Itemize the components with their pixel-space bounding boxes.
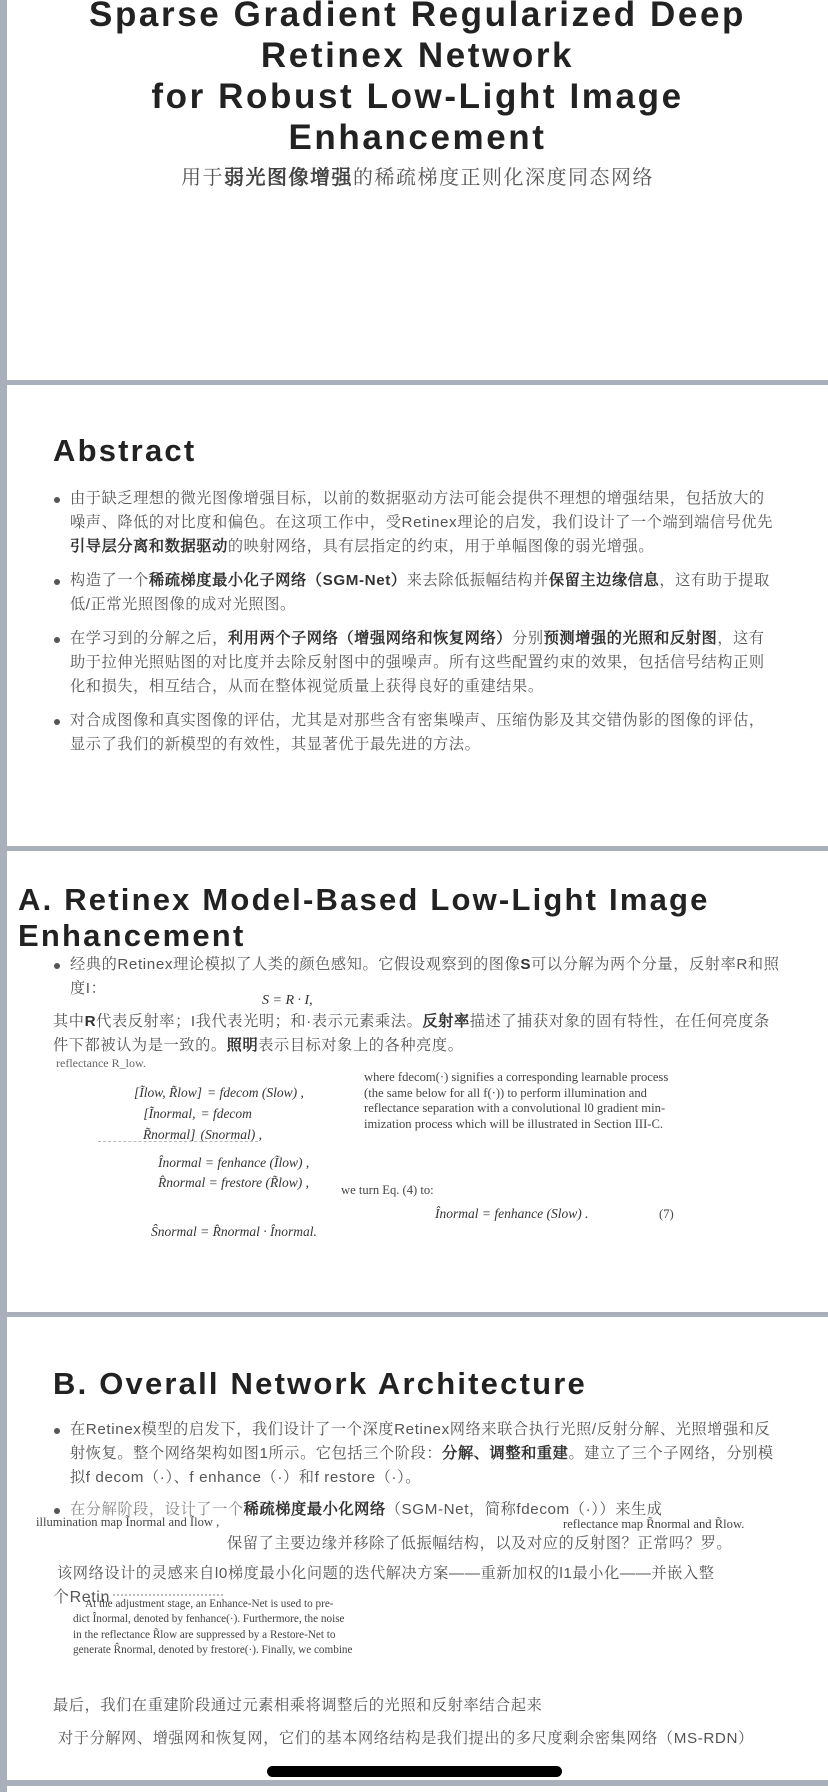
cut-snippet-line <box>98 1141 258 1142</box>
left-border <box>0 0 7 1792</box>
title-line: Enhancement <box>288 118 547 157</box>
slide-divider <box>7 1780 828 1786</box>
home-indicator[interactable] <box>267 1766 562 1777</box>
subtitle-text: 用于 <box>181 167 224 189</box>
retinex-cut-text: 个Retin <box>53 1589 110 1606</box>
illumination-map-snippet: illumination map Ĩnormal and Ĩlow , <box>36 1515 220 1529</box>
abstract-bullet: 对合成图像和真实图像的评估，尤其是对那些含有密集噪声、压缩伪影及其交错伪影的图像的评估，显示了我们的新模型的有效性，其显著优于最先进的方法。 <box>52 709 780 757</box>
heading-line: Enhancement <box>18 918 246 953</box>
abstract-bullet: 由于缺乏理想的微光图像增强目标，以前的数据驱动方法可能会提供不理想的增强结果，包括放大的噪声、降低的对比度和偏色。在这项工作中，受Retinex理论的启发，我们设计了一个端到端信号优先引导层分离和数据驱动的映射网络，具有层指定的约束，用于单幅图像的弱光增强。 <box>52 487 780 559</box>
abstract-heading: Abstract <box>53 433 197 468</box>
abstract-bullet: 在学习到的分解之后，利用两个子网络（增强网络和恢复网络）分别预测增强的光照和反射图，这有助于拉伸光照贴图的对比度并去除反射图中的强噪声。所有这些配置约束的效果，包括信号结构正则化和损失，相互结合，从而在整体视觉质量上获得良好的重建结果。 <box>52 627 780 699</box>
heading-line: A. Retinex Model-Based Low-Light Image <box>18 882 710 917</box>
section-a-bullets <box>52 953 780 1011</box>
architecture-bullet: 在Retinex模型的启发下，我们设计了一个深度Retinex网络来联合执行光照/反射分解、光照增强和反射恢复。整个网络架构如图1所示。它包括三个阶段：分解、调整和重建。建立了三个子网络，分别模拟f decom（·）、f enhance（·）和f restore（·）。 <box>52 1418 780 1490</box>
adjustment-stage-snippet: At the adjustment stage, an Enhance-Net is used to pre- dict Înormal, denoted by fenhance(·). Furthermore, the noise in the reflectance R̃low are suppressed by a Restore-Net to generate R̂normal, denoted by frestore(·). Finally, we combine <box>73 1598 353 1656</box>
decom-description: where fdecom(·) signifies a corresponding learnable process (the same below for all f(·)) to perform illumination and reflectance separation with a convolutional l0 gradient min- imization process which will be illustrated in Section III-C. <box>364 1070 669 1131</box>
subtitle-bold: 弱光图像增强 <box>224 167 353 189</box>
decomposition-equations: [Ĩlow, R̃low] = fdecom (Slow) , [Ĩnormal, R̃normal] = fdecom (Snormal) , <box>133 1085 304 1142</box>
equation-7-number: (7) <box>659 1207 674 1221</box>
reconstruction-equation: Ŝnormal = R̂normal · Înormal. <box>151 1224 317 1239</box>
title-line: Sparse Gradient Regularized Deep <box>89 0 746 34</box>
section-b-heading: B. Overall Network Architecture <box>53 1366 587 1401</box>
section-a-heading <box>18 882 710 954</box>
enhance-restore-equations: Înormal = fenhance (Ĩlow) , R̂normal = frestore (R̃low) , <box>158 1155 310 1190</box>
page-title <box>7 0 828 158</box>
title-line: Retinex Network <box>260 36 575 75</box>
keep-edges-line: 保留了主要边缘并移除了低振幅结构，以及对应的反射图？正常吗？罗。 <box>227 1535 733 1552</box>
retinex-equation: S = R · I, <box>262 993 313 1008</box>
reflectance-map-snippet: reflectance map R̃normal and R̃low. <box>563 1517 745 1531</box>
decomposition-bullet: 在分解阶段，设计了一个稀疏梯度最小化网络（SGM-Net，简称fdecom（·））来生成 <box>52 1498 712 1512</box>
section-b-bullets <box>52 1418 780 1500</box>
retinex-bullet: 经典的Retinex理论模拟了人类的颜色感知。它假设观察到的图像S可以分解为两个分量，反射率R和照度I： <box>52 953 780 1001</box>
equation-7: Înormal = fenhance (Slow) . <box>435 1206 589 1221</box>
slide-divider <box>7 1312 828 1317</box>
msrdn-line: 对于分解网、增强网和恢复网，它们的基本网络结构是我们提出的多尺度剩余密集网络（MS-RDN） <box>58 1730 754 1747</box>
subtitle-text: 的稀疏梯度正则化深度同态网络 <box>353 167 654 189</box>
retinex-explanation: 其中R代表反射率；I我代表光明；和·表示元素乘法。反射率描述了捕获对象的固有特性，在任何亮度条件下都被认为是一致的。照明表示目标对象上的各种亮度。 <box>53 1013 770 1054</box>
turn-eq-text: we turn Eq. (4) to: <box>341 1183 434 1197</box>
cut-snippet: reflectance R_low. <box>56 1056 146 1070</box>
reconstruction-line: 最后，我们在重建阶段通过元素相乘将调整后的光照和反射率结合起来 <box>53 1697 543 1714</box>
cut-text-remnant <box>113 1588 223 1596</box>
page-subtitle <box>7 161 828 190</box>
slide-divider <box>7 846 828 851</box>
slide-divider <box>7 380 828 385</box>
title-line: for Robust Low-Light Image <box>151 77 684 116</box>
inspiration-line: 该网络设计的灵感来自l0梯度最小化问题的迭代解决方案——重新加权的l1最小化——并嵌入整 <box>57 1565 715 1582</box>
abstract-bullet: 构造了一个稀疏梯度最小化子网络（SGM-Net）来去除低振幅结构并保留主边缘信息，这有助于提取低/正常光照图像的成对光照图。 <box>52 569 780 617</box>
abstract-bullets <box>52 487 780 767</box>
